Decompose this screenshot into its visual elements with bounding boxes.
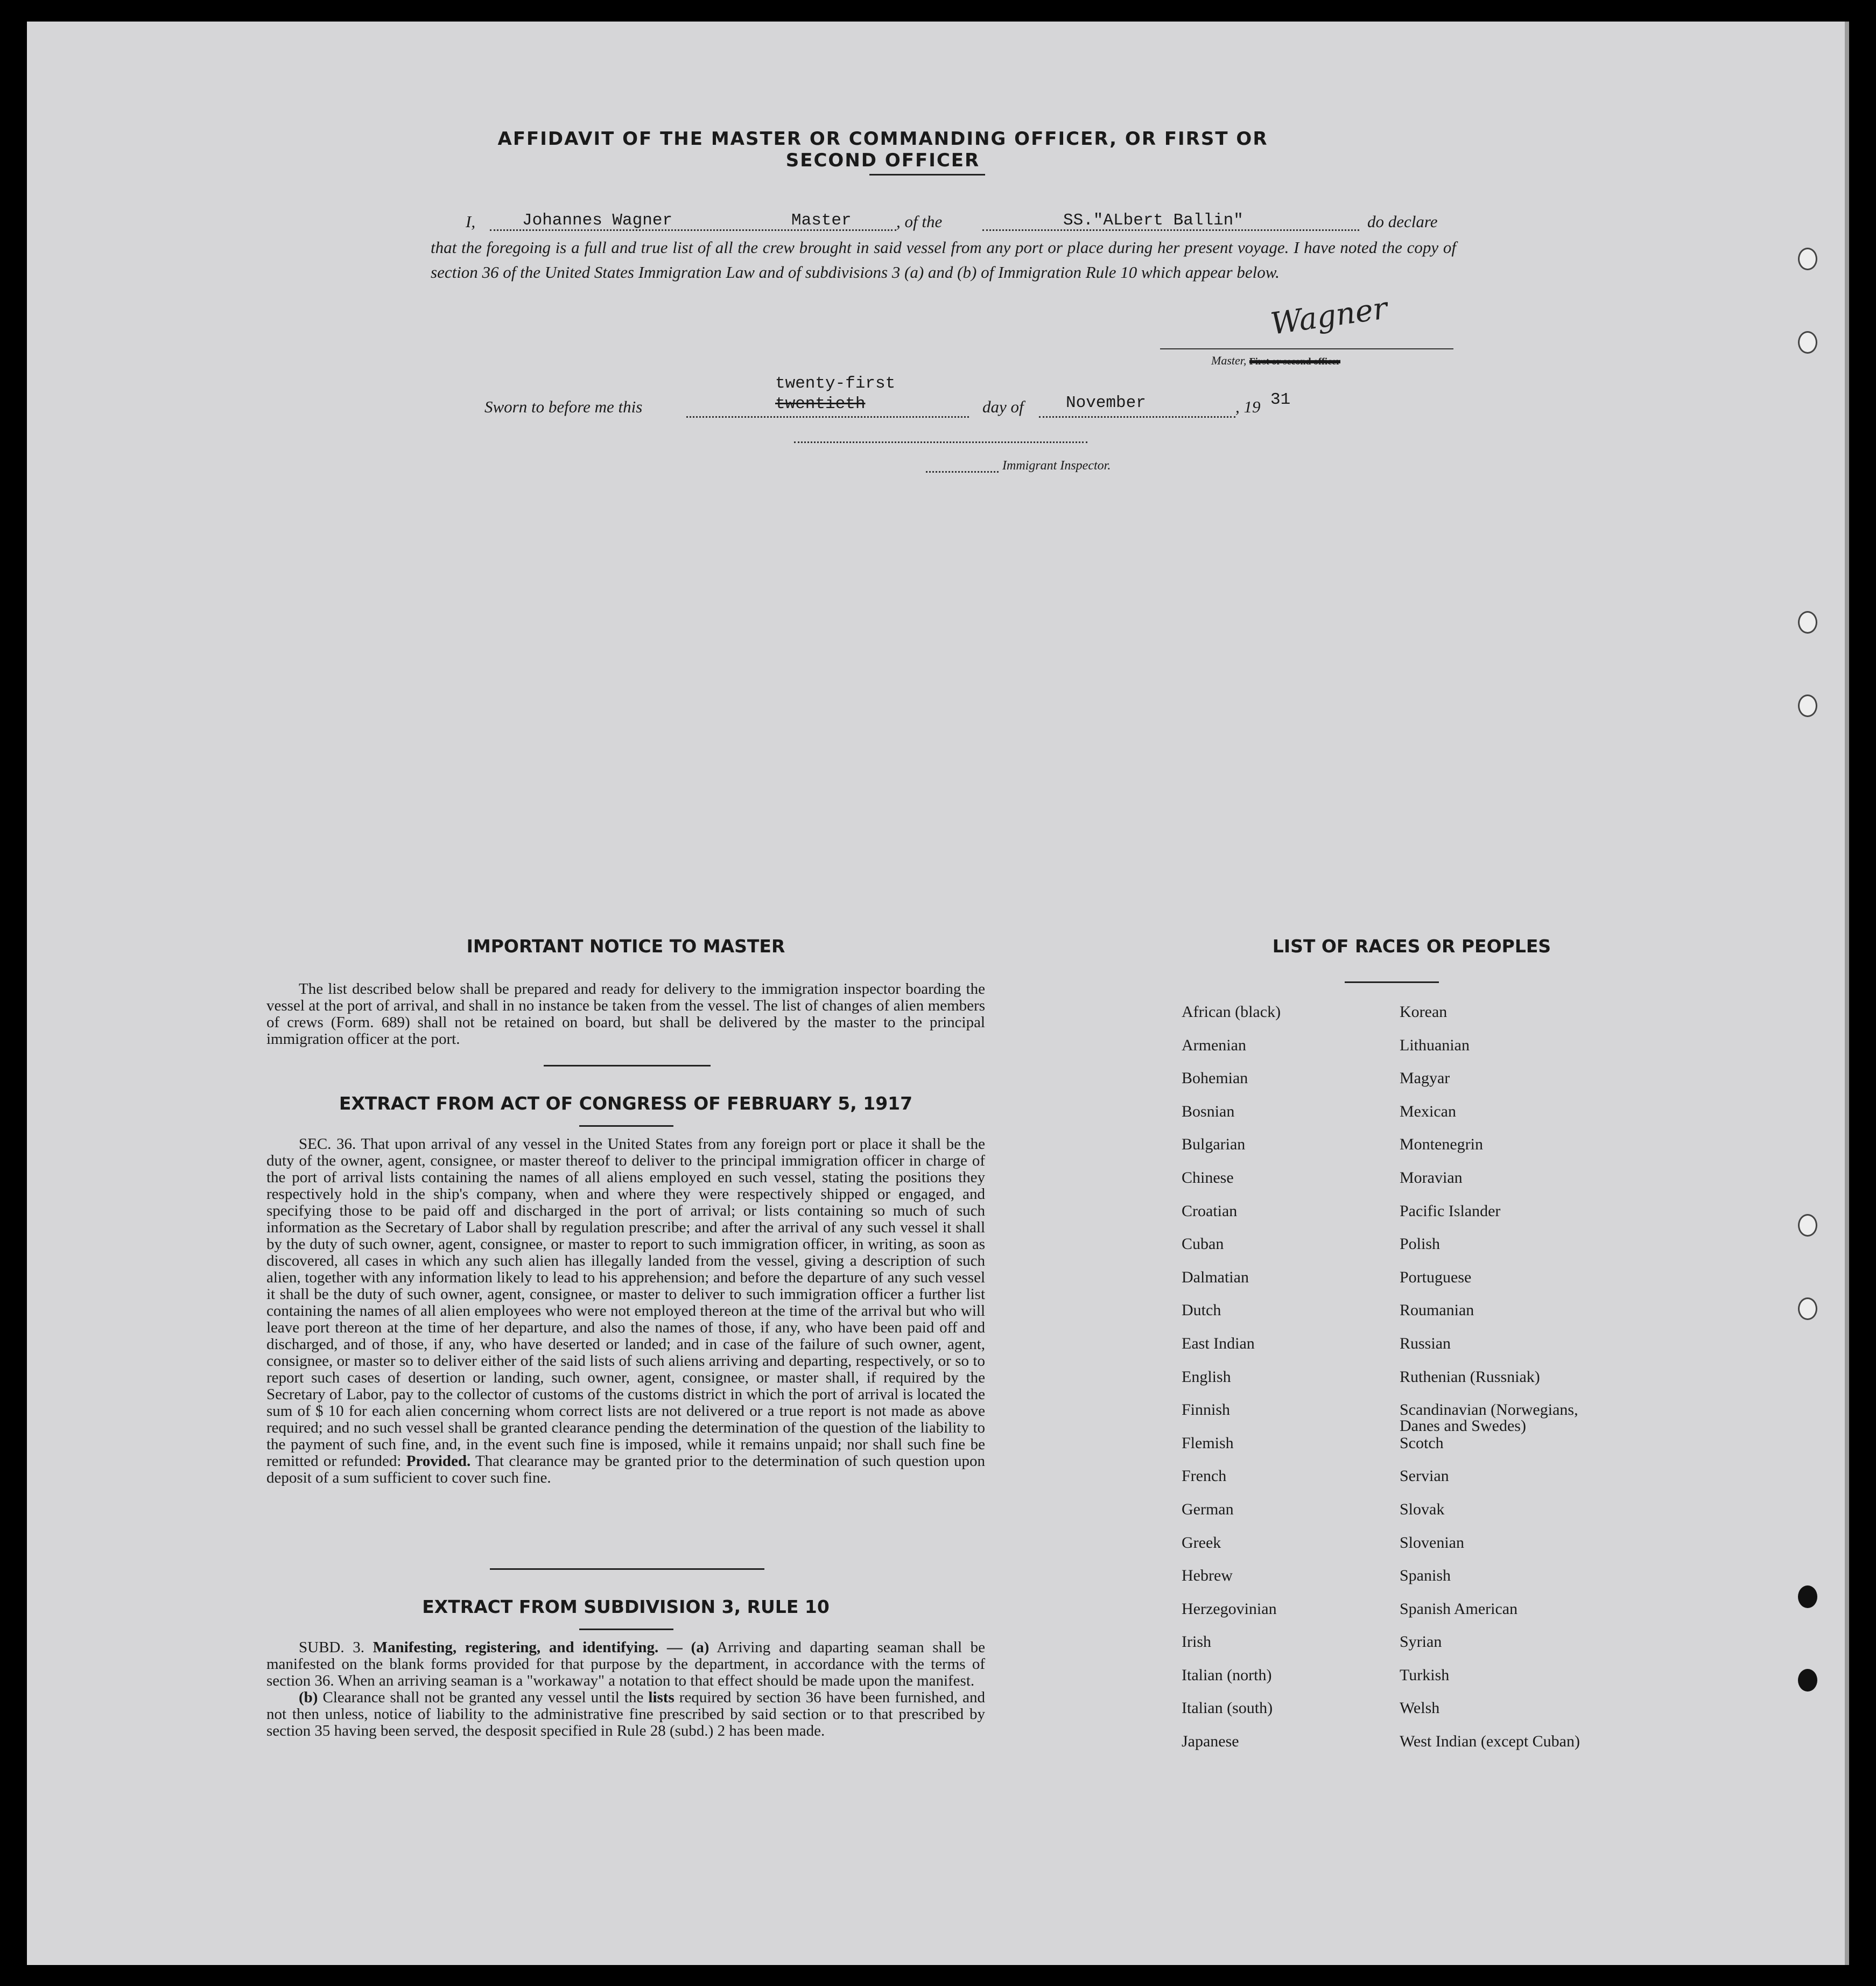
- race-item: Russian: [1400, 1334, 1451, 1352]
- race-item: Slovak: [1400, 1500, 1445, 1518]
- race-item: English: [1182, 1367, 1231, 1386]
- binder-hole: [1798, 611, 1817, 634]
- subd-b-text-1: Clearance shall not be granted any vessel until the: [322, 1689, 644, 1706]
- race-item: Montenegrin: [1400, 1135, 1483, 1154]
- race-item: Herzegovinian: [1182, 1599, 1277, 1618]
- subd-b-mark: (b): [299, 1689, 318, 1706]
- race-item: Polish: [1400, 1235, 1441, 1253]
- master-signature: Wagner: [1268, 291, 1390, 342]
- inspector-line-1: [794, 441, 1087, 443]
- race-item: Welsh: [1400, 1699, 1440, 1717]
- race-item: Scandinavian (Norwegians, Danes and Swedes): [1400, 1401, 1578, 1435]
- subd-b-lists: lists: [648, 1689, 674, 1706]
- day-of-label: day of: [982, 397, 1024, 416]
- race-item: East Indian: [1182, 1334, 1255, 1352]
- notice-divider: [544, 1065, 711, 1066]
- race-item: Pacific Islander: [1400, 1202, 1501, 1220]
- act-title: EXTRACT FROM ACT OF CONGRESS OF FEBRUARY 5, 1917: [339, 1093, 913, 1114]
- act-text: SEC. 36. That upon arrival of any vessel in the United States from any foreign port or place it shall be the duty of the owner, agent, consignee, or master thereof to deliver to the principal immigration officer in charge of the port of arrival lists containing the names of all aliens employed en such vessel, stating the positions they respectively hold in the ship's company, when and where they were respectively shipped or engaged, and specifying those to be paid off and discharged in the port of arrival; or lists containing so much of such information as the Secretary of Labor shall by regulation prescribe; and after the arrival of any such vessel it shall by the duty of such owner, agent, consignee, or master to report to such immigration officer, in writing, as soon as discovered, all cases in which any such alien has illegally landed from the vessel, giving a description of such alien, together with any information likely to lead to his apprehension; and before the departure of any such vessel it shall be the duty of such owner, agent, consignee, or master to deliver to such immigration officer a further list containing the names of all alien employees who were not employed thereon at the time of the arrival but who will leave port thereon at the time of her departure, and also the names of those, if any, who have been paid off and discharged, and of those, if any, who have deserted or landed; and in case of the failure of such owner, agent, consignee, or master so to deliver either of the said lists of such aliens arriving and departing, respectively, or so to report such cases of desertion or landing, such owner, agent, consignee, or master shall, if required by the Secretary of Labor, pay to the collector of customs of the customs district in which the port of arrival is located the sum of $ 10 for each alien concerning whom correct lists are not delivered or a true report is not made as above required; and no such vessel shall be granted clearance pending the determination of the question of the liability to the payment of such fine, and, in the event such fine is imposed, while it remains unpaid; nor shall such fine be remitted or refunded:: [266, 1135, 985, 1470]
- subd-a-mark: — (a): [666, 1639, 709, 1656]
- day-field: [686, 416, 969, 418]
- race-item: Scotch: [1400, 1434, 1444, 1452]
- act-title-underline: [579, 1125, 673, 1127]
- signature-caption-label: Master,: [1211, 354, 1247, 367]
- race-item: Chinese: [1182, 1168, 1234, 1187]
- binder-hole: [1798, 1669, 1817, 1692]
- binder-hole: [1798, 331, 1817, 354]
- race-item: Flemish: [1182, 1434, 1234, 1452]
- race-item: Dalmatian: [1182, 1268, 1249, 1286]
- races-right-column: [1400, 1004, 1680, 1767]
- month-field: [1039, 416, 1235, 418]
- pronoun: I,: [466, 212, 476, 231]
- race-item: Italian (south): [1182, 1699, 1273, 1717]
- binder-hole: [1798, 1214, 1817, 1237]
- race-item: Korean: [1400, 1003, 1448, 1021]
- affidavit-body: that the foregoing is a full and true list of all the crew brought in said vessel from any port or place during her present voyage. I have noted the copy of section 36 of the United States Immigration Law and of subdivisions 3 (a) and (b) of Immigration Rule 10 which appear below.: [431, 238, 1456, 282]
- binder-hole: [1798, 1585, 1817, 1608]
- races-left-column: [1182, 1004, 1392, 1767]
- race-item: Slovenian: [1400, 1533, 1464, 1552]
- officer-name: Johannes Wagner: [522, 211, 673, 230]
- binder-hole: [1798, 248, 1817, 270]
- subd-heading: Manifesting, registering, and identifying.: [373, 1639, 659, 1656]
- notice-paragraph: The list described below shall be prepared and ready for delivery to the immigration inspector boarding the vessel at the port of arrival, and shall in no instance be taken from the vessel. The list of changes of alien members of crews (Form. 689) shall not be retained on board, but shall be delivered by the master to the principal immigration officer at the port.: [266, 980, 985, 1048]
- race-item: Mexican: [1400, 1102, 1456, 1120]
- race-item: African (black): [1182, 1003, 1281, 1021]
- race-item: Bulgarian: [1182, 1135, 1246, 1154]
- race-item: Turkish: [1400, 1666, 1450, 1684]
- act-provided: Provided.: [406, 1452, 471, 1470]
- race-item: Croatian: [1182, 1202, 1238, 1220]
- race-item: Cuban: [1182, 1235, 1224, 1253]
- race-item: Finnish: [1182, 1401, 1231, 1419]
- notice-body: [266, 981, 985, 1048]
- signature-caption: [1211, 354, 1340, 368]
- rule-body: [266, 1639, 985, 1739]
- month-value: November: [1066, 394, 1146, 412]
- officer-rank: Master: [791, 211, 852, 230]
- sworn-label: Sworn to before me this: [484, 397, 643, 416]
- race-item: Servian: [1400, 1467, 1449, 1485]
- act-divider: [490, 1568, 764, 1570]
- sworn-line: [27, 374, 1849, 423]
- race-item: Bosnian: [1182, 1102, 1235, 1120]
- vessel-name: SS."ALbert Ballin": [1063, 211, 1243, 230]
- races-title-underline: [1345, 981, 1439, 983]
- race-item: Italian (north): [1182, 1666, 1272, 1684]
- inspector-caption: Immigrant Inspector.: [1002, 459, 1111, 473]
- inspector-line-2: [926, 471, 999, 473]
- race-item: Hebrew: [1182, 1567, 1233, 1585]
- binder-hole: [1798, 694, 1817, 717]
- affidavit-title: AFFIDAVIT OF THE MASTER OR COMMANDING OFFICER, OR FIRST OR SECOND OFFICER: [497, 128, 1268, 171]
- declaration-line: [27, 210, 1849, 237]
- signature-caption-struck: First or second officer: [1249, 356, 1341, 367]
- do-declare-label: do declare: [1367, 212, 1438, 231]
- race-item: Irish: [1182, 1633, 1211, 1651]
- race-item: Lithuanian: [1400, 1036, 1470, 1054]
- year-suffix: 31: [1270, 390, 1291, 409]
- year-prefix: , 19: [1235, 397, 1261, 416]
- binder-hole: [1798, 1297, 1817, 1320]
- race-item: Greek: [1182, 1533, 1221, 1552]
- race-item: Spanish American: [1400, 1599, 1518, 1618]
- race-item: Japanese: [1182, 1732, 1239, 1751]
- race-item: Spanish: [1400, 1567, 1451, 1585]
- race-item: West Indian (except Cuban): [1400, 1732, 1580, 1751]
- day-value: twenty-first: [775, 374, 896, 393]
- day-struck: twentieth: [775, 395, 866, 413]
- race-item: Roumanian: [1400, 1301, 1474, 1320]
- race-item: Portuguese: [1400, 1268, 1472, 1286]
- act-body: [266, 1136, 985, 1486]
- race-item: French: [1182, 1467, 1227, 1485]
- signature-line: [1160, 348, 1453, 349]
- rule-title-underline: [579, 1629, 673, 1630]
- rule-title: EXTRACT FROM SUBDIVISION 3, RULE 10: [422, 1596, 830, 1617]
- race-item: Moravian: [1400, 1168, 1463, 1187]
- of-the-label: , of the: [896, 212, 943, 231]
- race-item: Dutch: [1182, 1301, 1221, 1320]
- race-item: German: [1182, 1500, 1234, 1518]
- race-item: Ruthenian (Russniak): [1400, 1367, 1540, 1386]
- subd-a-text: Arriving and daparting seaman shall be manifested on the blank forms provided for that purpose by the department, in accordance with the terms of section 36. When an arriving seaman is a "workaway" a notation to that effect should be made upon the manifest.: [266, 1639, 986, 1689]
- race-item: Bohemian: [1182, 1069, 1248, 1087]
- title-underline: [869, 174, 985, 176]
- race-item: Syrian: [1400, 1633, 1442, 1651]
- race-item: Armenian: [1182, 1036, 1246, 1054]
- races-title: LIST OF RACES OR PEOPLES: [1272, 936, 1551, 957]
- race-item: Magyar: [1400, 1069, 1450, 1087]
- act-tail: That clearance may be granted prior to the determination of such question upon deposit of a sum sufficient to cover such fine.: [266, 1452, 985, 1486]
- subd-lead: SUBD. 3.: [299, 1639, 365, 1656]
- document-page: [27, 22, 1849, 1965]
- notice-title: IMPORTANT NOTICE TO MASTER: [466, 936, 785, 957]
- subd-b-text-2: required by section 36 have been furnished, and not then unless, notice of liability to the administrative fine prescribed by said section or to that prescribed by section 35 having been served, the desposit specified in Rule 28 (subd.) 2 has been made.: [266, 1689, 986, 1739]
